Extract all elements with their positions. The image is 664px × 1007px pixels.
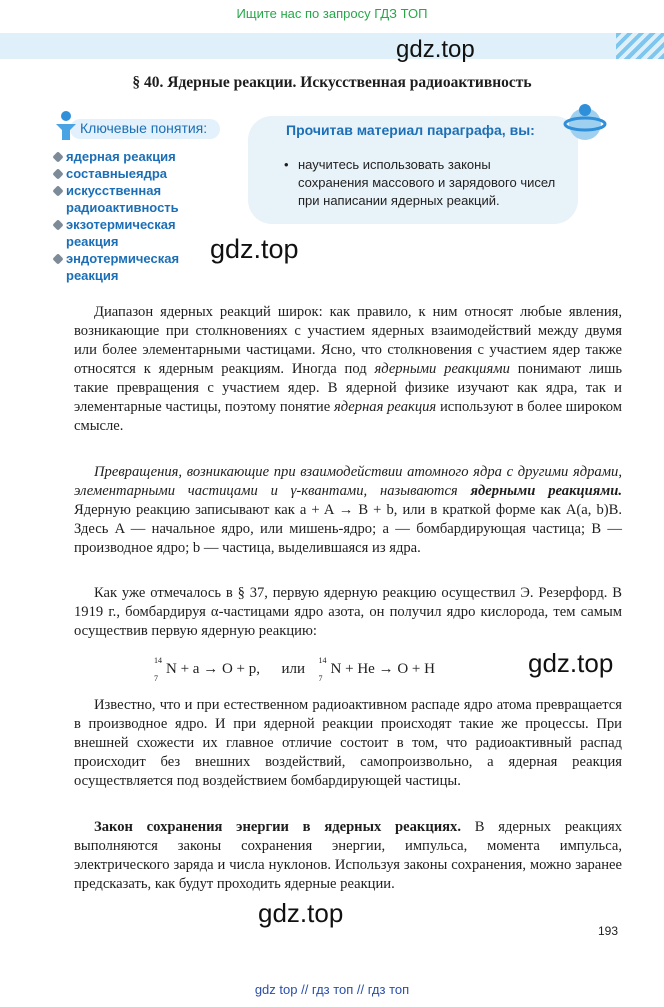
paragraph-2: Превращения, возникающие при взаимодействии атомного ядра с другими ядрами, элементарными частицами и γ-квантами, называются ядерными реакциями. Ядерную реакцию записывают как a + A → B + b, или в краткой форме как A(a, b)B. Здесь A — начальное ядро, или мишень-ядро; a — бомбардирующая частица; B — производное ядро; b — частица, выделившаяся из ядра. [74,464,623,556]
search-banner: Ищите нас по запросу ГДЗ ТОП [236,6,428,21]
watermark: gdz.top [396,36,475,63]
learning-goals-title: Прочитав материал параграфа, вы: [286,122,535,138]
page-number: 193 [598,924,619,938]
watermark: gdz.top [528,648,614,678]
watermark: gdz.top [210,234,299,264]
paragraph-4: Известно, что и при естественном радиоактивном распаде ядро атома превращается в производное ядро. И при ядерной реакции происходят такие же процессы. При внешней схожести их главное отличие состоит в том, что радиоактивный распад происходит без внешних воздействий, самопроизвольно, а ядерная реакция осуществляется под воздействием бомбардирующей частицы. [74,697,622,789]
paragraph-1: Диапазон ядерных реакций широк: как правило, к ним относят любые явления, возникающие при столкновениях с участием ядерных взаимодействий между двумя или более элементарными частицами. Ясно, что столкновения с участием ядер также относятся к ядерным реакциям. Иногда под ядерными реакциями понимают лишь такие превращения с участием ядер. В ядерной физике изучают как ядра, так и элементарные частицы, поэтому понятие ядерная реакция используют в более широком смысле. [74,304,623,434]
section-title: § 40. Ядерные реакции. Искусственная радиоактивность [132,74,532,91]
person-icon [54,110,78,140]
diamond-bullet-icon [52,185,63,196]
key-concepts-title: Ключевые понятия: [80,120,208,136]
paragraph-5: Закон сохранения энергии в ядерных реакциях. В ядерных реакциях выполняются законы сохранения энергии, импульса, момента импульса, электрического заряда и числа нуклонов. Используя законы сохранения, можно заранее предсказать, как будут проходить ядерные реакции. [74,819,623,892]
key-concepts-list [52,148,206,284]
header-stripes [616,33,664,59]
list-item: искусственная радиоактивность [52,182,206,216]
formula-right: N + He → O + H [330,661,435,677]
diamond-bullet-icon [52,219,63,230]
globe-icon [563,100,607,144]
list-item: ядерная реакция [52,148,206,165]
list-item: составныеядра [52,165,206,182]
list-item: экзотермическая реакция [52,216,206,250]
goal-bullet: • [284,157,289,172]
paragraph-3: Как уже отмечалось в § 37, первую ядерную реакцию осуществил Э. Резерфорд. В 1919 г., бомбардируя α-частицами ядро азота, он получил ядро кислорода, тем самым осуществив первую ядерную реакцию: [74,585,622,639]
diamond-bullet-icon [52,151,63,162]
learning-goal-text: научитесь использовать законы сохранения массового и зарядового чисел при написании ядерных реакций. [298,157,556,208]
formula-or: или [281,661,306,677]
nuclear-reaction-formula [154,656,435,683]
watermark: gdz.top [258,898,344,928]
key-concepts-header [70,119,220,139]
footer-links: gdz top // гдз топ // гдз топ [254,982,410,997]
list-item: эндотермическая реакция [52,250,206,284]
diamond-bullet-icon [52,168,63,179]
nitrogen-isotope: $^{14}_7$ [154,656,162,683]
learning-goals-box [248,116,578,224]
key-concepts-panel [52,110,227,292]
diamond-bullet-icon [52,253,63,264]
header-band [0,33,664,59]
nitrogen-isotope: $^{14}_7$ [318,656,327,683]
formula-left: N + a → O + p, [166,661,260,677]
